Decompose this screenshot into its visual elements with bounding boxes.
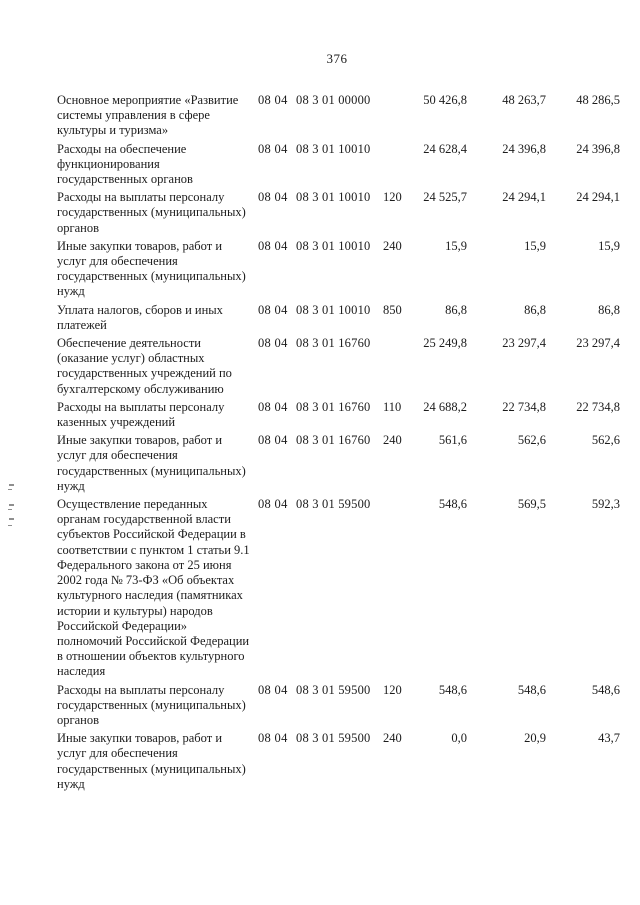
section-code-cell: 08 04 [258, 190, 288, 205]
row-name-cell: Осуществление переданных органам государственной власти субъектов Российской Федерации в соответствии с пунктом 1 статьи 9.1 Федерального закона от 25 июня 2002 года № 73-ФЗ «Об объектах культурного наследия (памятниках истории и культуры) народов Российской Федерации» полномочий Российской Федерации в отношении объектов культурного наследия [57, 497, 250, 679]
amount-year2-cell: 20,9 [524, 731, 546, 746]
amount-year3-cell: 592,3 [591, 497, 620, 512]
expense-type-code-cell: 120 [383, 190, 402, 205]
section-code-cell: 08 04 [258, 497, 288, 512]
target-article-code-cell: 08 3 01 10010 [296, 190, 371, 205]
amount-year3-cell: 23 297,4 [576, 336, 620, 351]
row-name-cell: Расходы на выплаты персоналу казенных учреждений [57, 399, 225, 430]
section-code-cell: 08 04 [258, 238, 288, 253]
table-row [57, 433, 620, 494]
table-row [57, 400, 620, 430]
scan-noise-dash [8, 509, 12, 510]
table-row [57, 731, 620, 792]
target-article-code-cell: 08 3 01 16760 [296, 433, 371, 448]
table-row [57, 303, 620, 333]
section-code-cell: 08 04 [258, 433, 288, 448]
row-name-cell: Основное мероприятие «Развитие системы управления в сфере культуры и туризма» [57, 93, 239, 138]
amount-year1-cell: 50 426,8 [423, 93, 467, 107]
target-article-code-cell: 08 3 01 59500 [296, 682, 371, 697]
row-name-cell: Расходы на выплаты персоналу государственных (муниципальных) органов [57, 190, 246, 235]
amount-year1-cell: 15,9 [445, 238, 467, 253]
table-row [57, 142, 620, 188]
amount-year2-cell: 24 294,1 [502, 190, 546, 205]
row-name-cell: Иные закупки товаров, работ и услуг для обеспечения государственных (муниципальных) нужд [57, 433, 246, 493]
scan-noise-dash [8, 489, 12, 490]
amount-year2-cell: 562,6 [517, 433, 546, 448]
table-row [57, 497, 620, 679]
target-article-code-cell: 08 3 01 10010 [296, 141, 371, 156]
expense-type-code-cell [383, 93, 411, 139]
scan-noise-dash [9, 518, 14, 520]
expense-type-code-cell [383, 142, 411, 188]
expense-type-code-cell: 110 [383, 399, 402, 414]
target-article-code-cell: 08 3 01 16760 [296, 336, 371, 351]
target-article-code-cell: 08 3 01 59500 [296, 731, 371, 746]
amount-year3-cell: 43,7 [598, 731, 620, 746]
amount-year3-cell: 15,9 [598, 238, 620, 253]
row-name-cell: Иные закупки товаров, работ и услуг для обеспечения государственных (муниципальных) нужд [57, 731, 246, 791]
table-row [57, 239, 620, 300]
table-row [57, 336, 620, 397]
amount-year2-cell: 23 297,4 [502, 336, 546, 351]
amount-year2-cell: 22 734,8 [502, 399, 546, 414]
amount-year1-cell: 548,6 [438, 497, 467, 512]
target-article-code-cell: 08 3 01 00000 [296, 93, 371, 107]
amount-year1-cell: 548,6 [438, 682, 467, 697]
amount-year1-cell: 25 249,8 [423, 336, 467, 351]
amount-year3-cell: 24 396,8 [576, 141, 620, 156]
amount-year2-cell: 569,5 [517, 497, 546, 512]
section-code-cell: 08 04 [258, 93, 288, 107]
section-code-cell: 08 04 [258, 336, 288, 351]
expense-type-code-cell: 240 [383, 238, 402, 253]
amount-year2-cell: 548,6 [517, 682, 546, 697]
row-name-cell: Расходы на обеспечение функционирования государственных органов [57, 141, 193, 187]
amount-year3-cell: 548,6 [591, 682, 620, 697]
section-code-cell: 08 04 [258, 399, 288, 414]
budget-table [0, 93, 640, 792]
row-name-cell: Уплата налогов, сборов и иных платежей [57, 302, 223, 332]
amount-year3-cell: 48 286,5 [576, 93, 620, 107]
amount-year3-cell: 562,6 [591, 433, 620, 448]
expense-type-code-cell [383, 497, 411, 679]
section-code-cell: 08 04 [258, 731, 288, 746]
amount-year2-cell: 15,9 [524, 238, 546, 253]
amount-year2-cell: 24 396,8 [502, 141, 546, 156]
amount-year1-cell: 0,0 [451, 731, 467, 746]
scan-noise-dash [9, 504, 14, 506]
target-article-code-cell: 08 3 01 59500 [296, 497, 371, 512]
table-row [57, 190, 620, 236]
section-code-cell: 08 04 [258, 682, 288, 697]
amount-year1-cell: 561,6 [438, 433, 467, 448]
amount-year1-cell: 24 628,4 [423, 141, 467, 156]
expense-type-code-cell: 240 [383, 433, 402, 448]
target-article-code-cell: 08 3 01 10010 [296, 238, 371, 253]
amount-year3-cell: 22 734,8 [576, 399, 620, 414]
scan-noise-dash [9, 484, 14, 486]
amount-year3-cell: 86,8 [598, 302, 620, 317]
amount-year3-cell: 24 294,1 [576, 190, 620, 205]
row-name-cell: Иные закупки товаров, работ и услуг для обеспечения государственных (муниципальных) нужд [57, 238, 246, 299]
expense-type-code-cell: 120 [383, 682, 402, 697]
page-number: 376 [326, 51, 348, 66]
target-article-code-cell: 08 3 01 16760 [296, 399, 371, 414]
amount-year1-cell: 86,8 [445, 302, 467, 317]
row-name-cell: Расходы на выплаты персоналу государственных (муниципальных) органов [57, 682, 246, 727]
amount-year2-cell: 86,8 [524, 302, 546, 317]
target-article-code-cell: 08 3 01 10010 [296, 302, 371, 317]
amount-year1-cell: 24 688,2 [423, 399, 467, 414]
expense-type-code-cell: 240 [383, 731, 402, 746]
expense-type-code-cell [383, 336, 411, 397]
expense-type-code-cell: 850 [383, 302, 402, 317]
row-name-cell: Обеспечение деятельности (оказание услуг) областных государственных учреждений по бухгалтерскому обслуживанию [57, 336, 232, 396]
table-row [57, 93, 620, 139]
table-row [57, 683, 620, 729]
scan-noise-dash [8, 525, 12, 526]
section-code-cell: 08 04 [258, 141, 288, 156]
amount-year1-cell: 24 525,7 [423, 190, 467, 205]
section-code-cell: 08 04 [258, 302, 288, 317]
amount-year2-cell: 48 263,7 [502, 93, 546, 107]
